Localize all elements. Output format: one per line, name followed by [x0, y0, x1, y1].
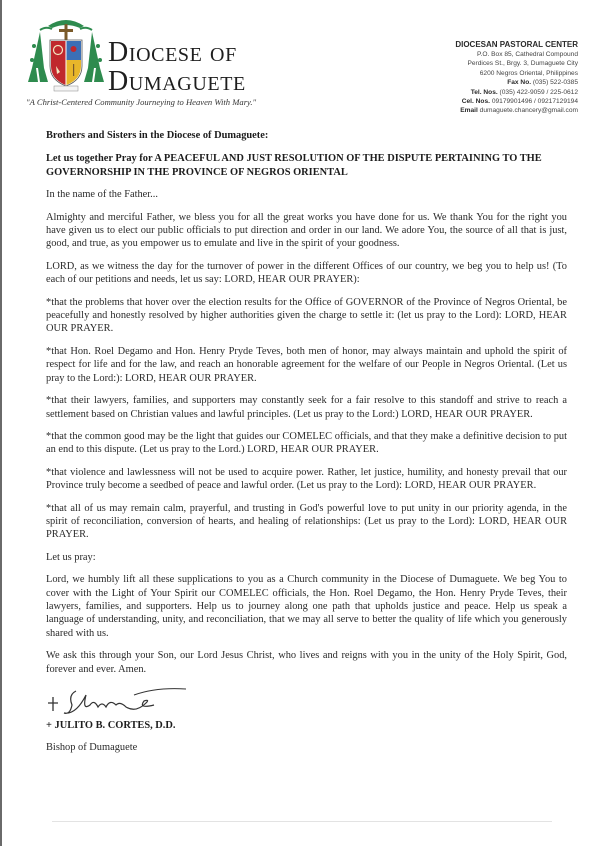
closing-prayer: Lord, we humbly lift all these supplications to you as a Church community in the Diocese of Dumaguete. We beg You to cover with the Light of Your Spirit our COMELEC officials, the Hon. Roel Degamo, the Hon. Henry Pryde Teves, their lawyers, families, and supporters. Help us to journey along one path that upholds justice and peace. Help us speak a language of understanding, unity, and reconciliation, that we may all serve to better the quality of life which you generously shared with us.: [46, 574, 567, 639]
signature-area: [46, 685, 567, 719]
petition-6: *that all of us may remain calm, prayerful, and trusting in God's powerful love to put unity in our priority agenda, in the spirit of reconciliation, conversion of hearts, and healing of relationships: (Let us pray to the Lord): LORD, HEAR OUR PRAYER.: [46, 502, 567, 541]
cel-value: 09179901496 / 09217129194: [491, 98, 578, 106]
fax-label: Fax No.: [507, 79, 532, 87]
petition-2: *that Hon. Roel Degamo and Hon. Henry Pryde Teves, both men of honor, may always maintain and uphold the spirit of respect for life and for the law, and reach an honorable agreement for the welfare of our People in Negros Oriental. (Let us pray to the Lord:): LORD, HEAR OUR PRAYER.: [46, 345, 567, 384]
handwritten-signature-icon: [46, 685, 196, 719]
fax-value: (035) 522-0385: [532, 79, 578, 87]
petition-3: *that their lawyers, families, and supporters may constantly seek for a fair resolve to this standoff and strive to reach a settlement based on Christian values and lawful principles. (Let us pray to the Lord:) LORD, HEAR OUR PRAYER.: [46, 395, 567, 420]
email-value: dumaguete.chancery@gmail.com: [479, 107, 578, 115]
opening-line: In the name of the Father...: [46, 189, 158, 201]
diocese-title: [108, 38, 246, 96]
footer-divider: [52, 821, 552, 822]
signer-name: + JULITO B. CORTES, D.D.: [46, 720, 176, 731]
signer-title: Bishop of Dumaguete: [46, 742, 138, 753]
page-left-border: [0, 0, 2, 846]
letter-body: [46, 129, 567, 763]
petition-4: *that the common good may be the light that guides our COMELEC officials, and that they make a definitive decision to put an end to this dispute. (Let us pray to the Lord.) LORD, HEAR OUR PRAYER.: [46, 430, 567, 456]
email-label: Email: [460, 107, 478, 115]
address-line-1: P.O. Box 85, Cathedral Compound: [476, 51, 578, 58]
paragraph-response-intro: LORD, as we witness the day for the turnover of power in the different Offices of our country, we beg you to help us! (To each of our petitions and needs, let us say: LORD, HEAR OUR PRAYER):: [46, 260, 567, 286]
email-line: [455, 106, 578, 115]
address-line-2: Perdices St., Brgy. 3, Dumaguete City: [467, 60, 578, 68]
title-line-2: Dumaguete: [108, 66, 246, 97]
salutation: Brothers and Sisters in the Diocese of Dumaguete:: [46, 130, 269, 141]
tel-label: Tel. Nos.: [470, 88, 498, 96]
paragraph-invocation: Almighty and merciful Father, we bless you for all the great works you have done for us. We thank You for the right you have given us to elect our public officials to put direction and order in our land. We adore You, the source of all that is just, good, and true, as you empower us to emulate and live in the spirit of your goodness.: [46, 211, 567, 250]
doxology: We ask this through your Son, our Lord Jesus Christ, who lives and reigns with you in the unity of the Holy Spirit, God, forever and ever. Amen.: [46, 650, 567, 675]
coat-of-arms-icon: [26, 16, 106, 96]
let-us-pray: Let us pray:: [46, 551, 96, 563]
tel-value: (035) 422-9059 / 225-0612: [499, 88, 578, 96]
petition-1: *that the problems that hover over the election results for the Office of GOVERNOR of the Province of Negros Oriental, be peacefully and honestly resolved by higher authorities given the charge to settle it: (let us pray to the Lord): LORD, HEAR OUR PRAYER.: [46, 296, 567, 335]
diocese-tagline: "A Christ-Centered Community Journeying to Heaven With Mary.": [26, 97, 257, 107]
address-line-3: 6200 Negros Oriental, Philippines: [479, 69, 578, 77]
letterhead: [0, 0, 600, 118]
tel-line: [455, 88, 578, 97]
title-line-1: Diocese of: [108, 37, 237, 68]
cel-label: Cel. Nos.: [461, 98, 490, 106]
petition-5: *that violence and lawlessness will not be used to acquire power. Rather, let justice, humility, and honesty prevail that our Province truly become a seedbed of peace and lawful order. (Let us pray to the Lord): LORD, HEAR OUR PRAYER.: [46, 466, 567, 492]
cel-line: [455, 97, 578, 106]
fax-line: [455, 78, 578, 87]
contact-block: [455, 40, 578, 116]
pastoral-center-name: DIOCESAN PASTORAL CENTER: [455, 40, 578, 49]
prayer-subject: Let us together Pray for A PEACEFUL AND JUST RESOLUTION OF THE DISPUTE PERTAINING TO THE GOVERNORSHIP IN THE PROVINCE OF NEGROS ORIENTAL: [46, 153, 542, 178]
